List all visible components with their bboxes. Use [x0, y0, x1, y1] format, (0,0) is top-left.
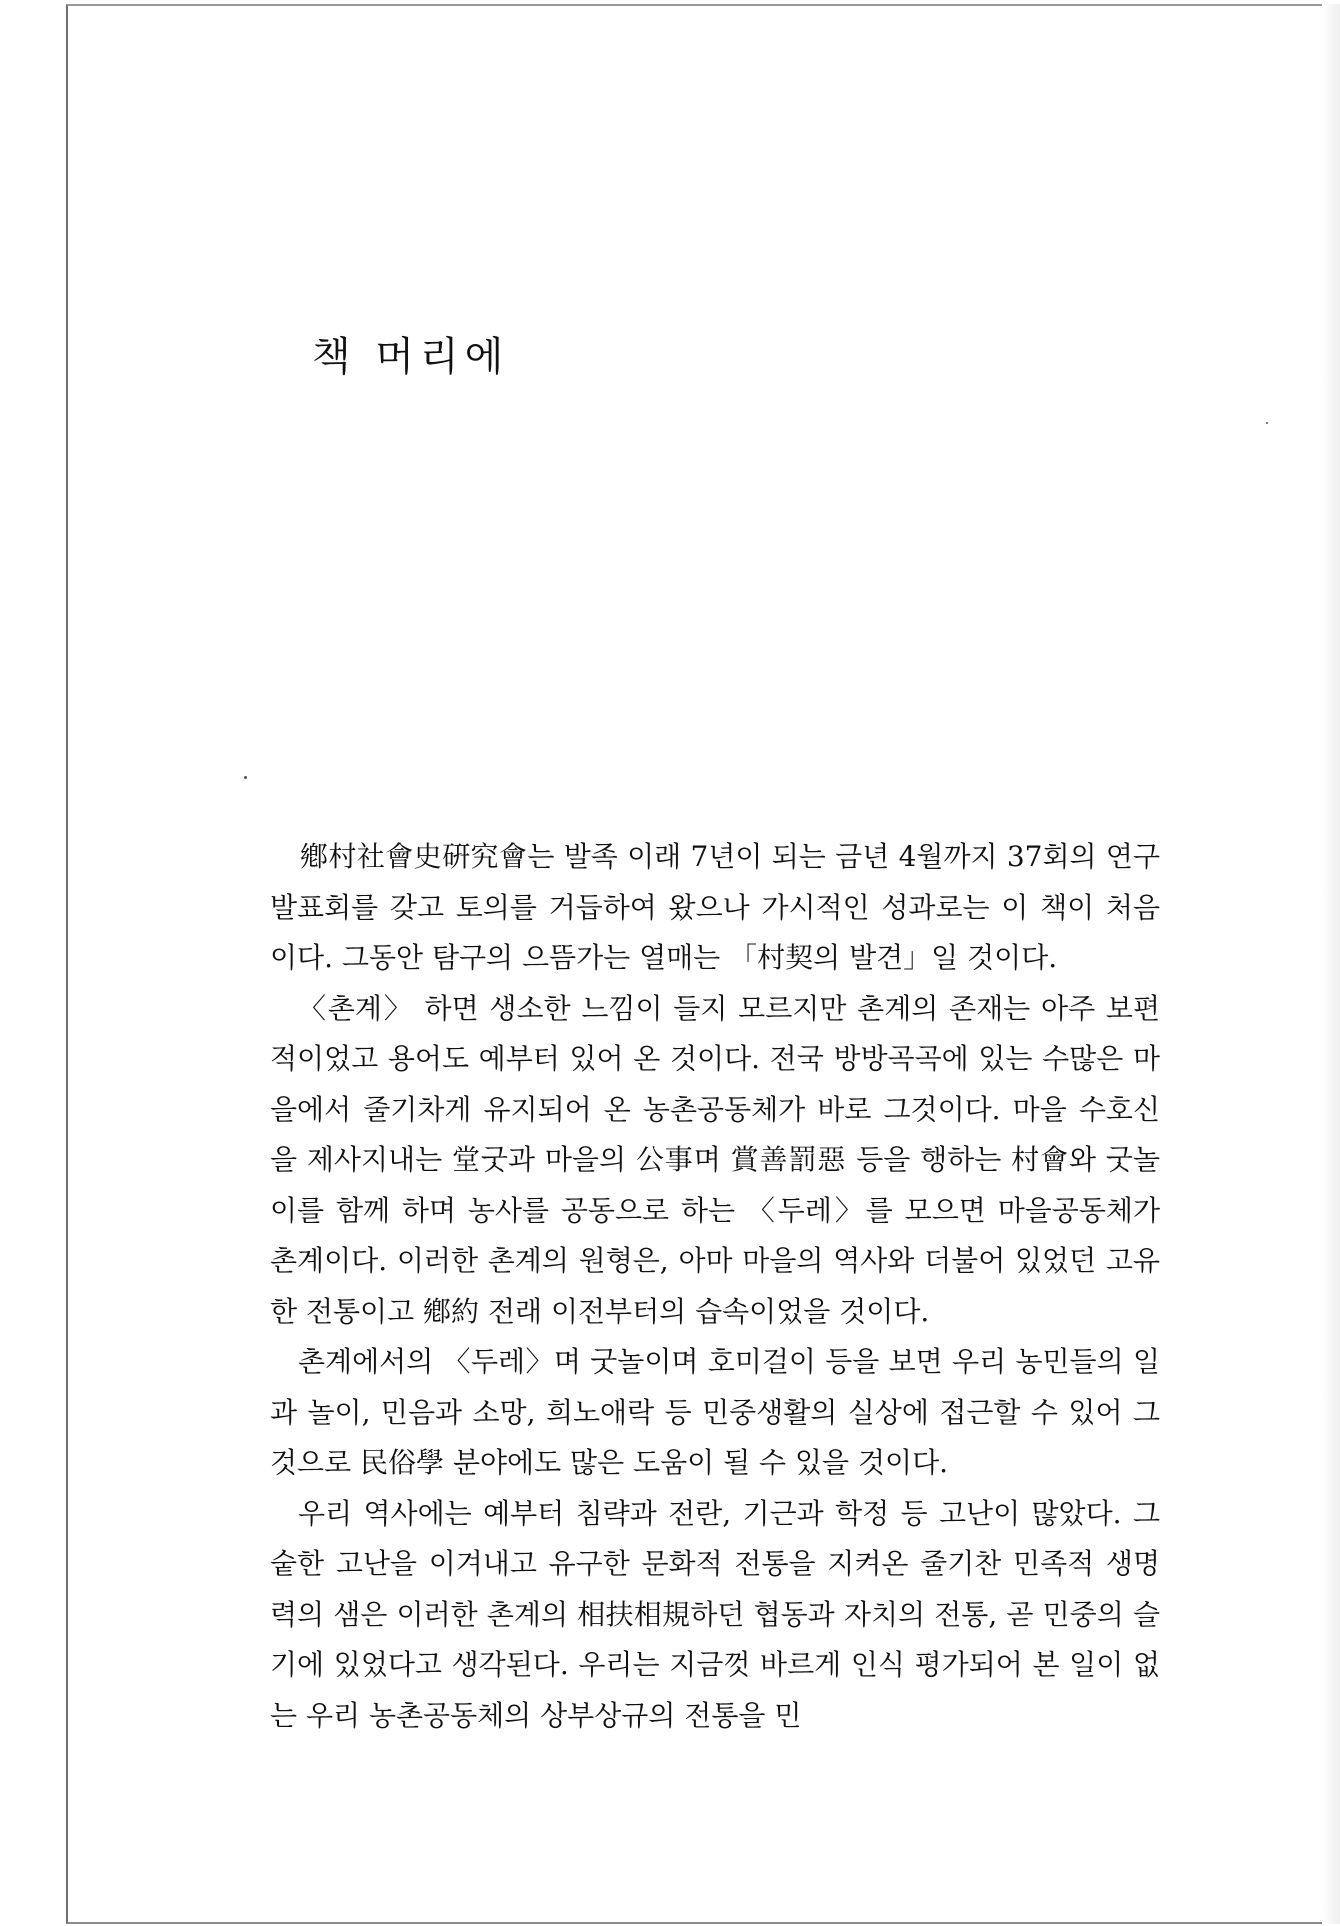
scan-speck: [1266, 422, 1268, 424]
page-edge-shadow: [1322, 4, 1340, 1924]
scan-speck: [244, 776, 247, 779]
paragraph: 우리 역사에는 예부터 침략과 전란, 기근과 학정 등 고난이 많았다. 그 숱한 고난을 이겨내고 유구한 문화적 전통을 지켜온 줄기찬 민족적 생명력의 샘은 이러한 촌계의 相扶相規하던 협동과 자치의 전통, 곧 민중의 슬기에 있었다고 생각된다. 우리는 지금껏 바르게 인식 평가되어 본 일이 없는 우리 농촌공동체의 상부상규의 전통을 민: [270, 1496, 1160, 1732]
paragraph: 鄕村社會史硏究會는 발족 이래 7년이 되는 금년 4월까지 37회의 연구발표회를 갖고 토의를 거듭하여 왔으나 가시적인 성과로는 이 책이 처음이다. 그동안 탐구의 으뜸가는 열매는 「村契의 발견」일 것이다.: [270, 840, 1160, 974]
body-text: [270, 832, 1160, 1741]
paragraph: 〈촌계〉 하면 생소한 느낌이 들지 모르지만 촌계의 존재는 아주 보편적이었고 용어도 예부터 있어 온 것이다. 전국 방방곡곡에 있는 수많은 마을에서 줄기차게 유지되어 온 농촌공동체가 바로 그것이다. 마을 수호신을 제사지내는 堂굿과 마을의 公事며 賞善罰惡 등을 행하는 村會와 굿놀이를 함께 하며 농사를 공동으로 하는 〈두레〉를 모으면 마을공동체가 촌계이다. 이러한 촌계의 원형은, 아마 마을의 역사와 더불어 있었던 고유한 전통이고 鄕約 전래 이전부터의 습속이었을 것이다.: [270, 991, 1160, 1328]
paragraph: 촌계에서의 〈두레〉며 굿놀이며 호미걸이 등을 보면 우리 농민들의 일과 놀이, 민음과 소망, 희노애락 등 민중생활의 실상에 접근할 수 있어 그것으로 民俗學 분야에도 많은 도움이 될 수 있을 것이다.: [270, 1345, 1160, 1479]
page-title: 책 머리에: [312, 334, 510, 380]
